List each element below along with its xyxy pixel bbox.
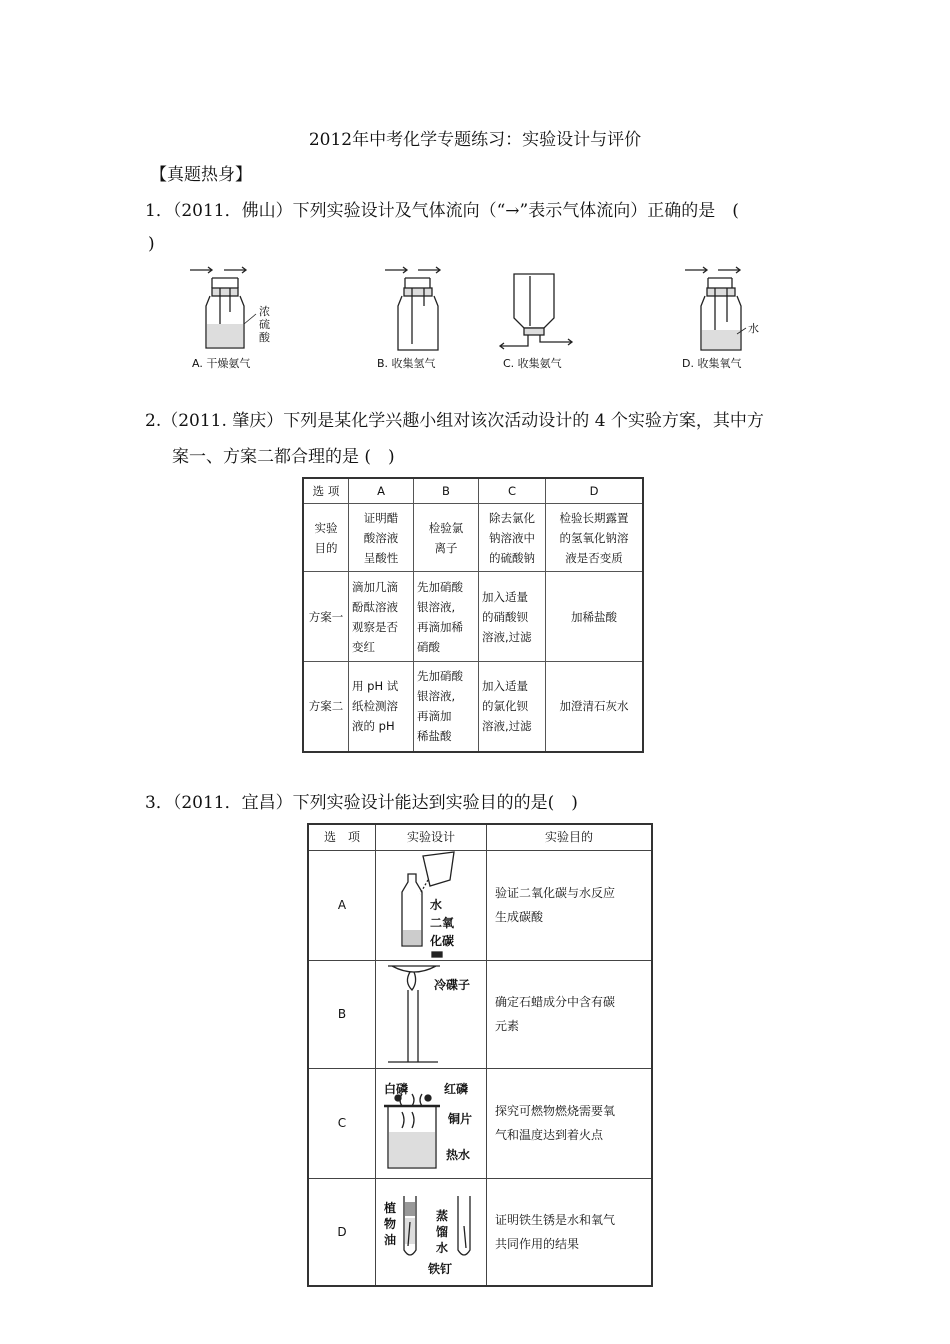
q3-d-label-water-3: 水 [436, 1241, 449, 1255]
q3-c-label-red-p: 红磷 [444, 1082, 469, 1096]
q2-cell: 用 pH 试 纸检测溶 液的 pH [349, 662, 414, 752]
q3-d-label-water-1: 蒸 [436, 1209, 449, 1223]
q3-text: 3．（2011．宜昌）下列实验设计能达到实验目的的是( ) [145, 793, 578, 813]
q2-header: B [414, 478, 479, 504]
q2-cell: 先加硝酸 银溶液, 再滴加 稀盐酸 [414, 662, 479, 752]
section-heading: 【真题热身】 [150, 165, 252, 185]
q3-header: 选 项 [308, 824, 376, 850]
q3-d-label-oil-2: 物 [384, 1217, 397, 1231]
q2-row-label: 方案二 [303, 662, 349, 752]
q3-option-b: B [308, 960, 376, 1068]
q1-acid-label-2: 硫 [259, 318, 270, 331]
q2-cell: 加稀盐酸 [546, 572, 644, 662]
q1-text: 1．（2011．佛山）下列实验设计及气体流向（“→”表示气体流向）正确的是 ( [145, 201, 739, 221]
q3-option-d: D [308, 1178, 376, 1286]
q2-cell: 检验长期露置 的氢氧化钠溶 液是否变质 [546, 504, 644, 572]
q3-b-label-plate: 冷碟子 [434, 978, 471, 992]
q3-a-label-water: 水 [430, 898, 443, 912]
q2-cell: 加入适量 的硝酸钡 溶液,过滤 [479, 572, 546, 662]
q2-cell: 检验氯 离子 [414, 504, 479, 572]
q3-a-label-co2-2: 化碳 [430, 934, 455, 948]
page-title: 2012年中考化学专题练习：实验设计与评价 [308, 130, 642, 150]
q3-option-a: A [308, 850, 376, 960]
q3-purpose-b: 确定石蜡成分中含有碳 元素 [487, 960, 653, 1068]
q2-header: C [479, 478, 546, 504]
q3-d-label-nail: 铁钉 [428, 1262, 453, 1276]
q2-cell: 除去氯化 钠溶液中 的硫酸钠 [479, 504, 546, 572]
q3-c-label-copper: 铜片 [448, 1112, 473, 1126]
q2-cell: 滴加几滴 酚酞溶液 观察是否 变红 [349, 572, 414, 662]
q3-header: 实验设计 [376, 824, 487, 850]
q2-text-line1: 2.（2011. 肇庆）下列是某化学兴趣小组对该次活动设计的 4 个实验方案，其中方 [145, 411, 764, 431]
q2-row-label: 实验 目的 [303, 504, 349, 572]
q1-option-c: C. 收集氨气 [503, 357, 562, 370]
q1-water-label: 水 [748, 322, 759, 335]
q2-cell: 加入适量 的氯化钡 溶液,过滤 [479, 662, 546, 752]
q3-purpose-c: 探究可燃物燃烧需要氧 气和温度达到着火点 [487, 1068, 653, 1178]
q2-cell: 证明醋 酸溶液 呈酸性 [349, 504, 414, 572]
q3-d-label-oil-1: 植 [384, 1201, 397, 1215]
q2-cell: 加澄清石灰水 [546, 662, 644, 752]
q1-acid-label-3: 酸 [259, 331, 270, 344]
q1-paren-close: ) [148, 234, 155, 254]
q3-purpose-d: 证明铁生锈是水和氧气 共同作用的结果 [487, 1178, 653, 1286]
q2-header: A [349, 478, 414, 504]
q3-d-label-water-2: 馏 [436, 1225, 449, 1239]
q1-acid-label-1: 浓 [259, 305, 270, 318]
q1-option-b: B. 收集氢气 [377, 357, 436, 370]
q2-header: 选 项 [303, 478, 349, 504]
q2-table [302, 477, 644, 753]
q3-c-label-hot-water: 热水 [446, 1148, 471, 1162]
q2-header: D [546, 478, 644, 504]
q3-option-c: C [308, 1068, 376, 1178]
q3-purpose-a: 验证二氧化碳与水反应 生成碳酸 [487, 850, 653, 960]
q2-row-label: 方案一 [303, 572, 349, 662]
q3-d-label-oil-3: 油 [384, 1233, 397, 1247]
q3-header: 实验目的 [487, 824, 653, 850]
q3-a-label-co2-1: 二氧 [430, 916, 455, 930]
q1-option-d: D. 收集氧气 [682, 357, 742, 370]
q2-text-line2: 案一、方案二都合理的是 ( ) [172, 447, 395, 467]
q1-option-a: A. 干燥氨气 [192, 357, 251, 370]
q3-c-label-white-p: 白磷 [384, 1082, 409, 1096]
q2-cell: 先加硝酸 银溶液, 再滴加稀 硝酸 [414, 572, 479, 662]
